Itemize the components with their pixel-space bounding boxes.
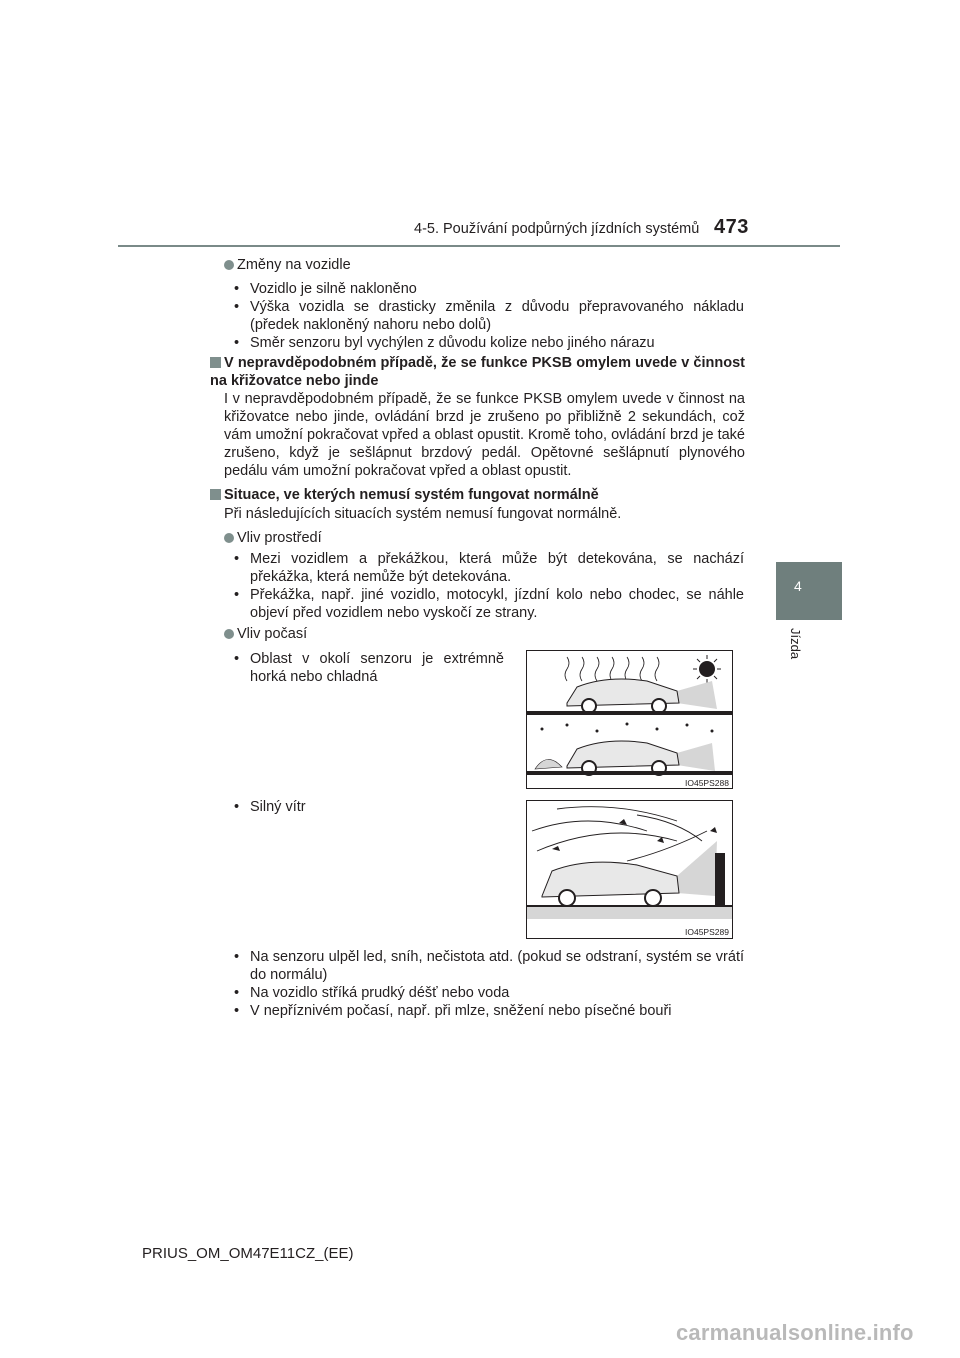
watermark[interactable]: carmanualsonline.info	[676, 1320, 914, 1345]
chapter-tab[interactable]	[776, 562, 842, 620]
circle-bullet-icon	[224, 533, 234, 543]
chapter-number: 4	[794, 578, 802, 594]
circle-bullet-icon	[224, 260, 234, 270]
chapter-label: Jízda	[788, 628, 803, 660]
intersection-heading: V nepravděpodobném případě, že se funkce PKSB omylem uvede v činnost na křižovatce nebo jinde	[210, 355, 745, 389]
situations-heading: Situace, ve kterých nemusí systém fungovat normálně	[210, 486, 599, 504]
square-bullet-icon	[210, 489, 221, 500]
circle-bullet-icon	[224, 629, 234, 639]
page-number: 473	[714, 216, 749, 238]
hot-cold-car-illustration-icon	[527, 651, 732, 788]
figure-code: IO45PS288	[685, 778, 729, 788]
weather-heading: Vliv počasí	[224, 625, 307, 643]
situations-intro: Při následujících situacích systém nemusí fungovat normálně.	[224, 506, 622, 522]
footer-code: PRIUS_OM_OM47E11CZ_(EE)	[142, 1245, 354, 1262]
environment-heading: Vliv prostředí	[224, 529, 322, 547]
changes-heading: Změny na vozidle	[224, 256, 351, 274]
intersection-body: I v nepravděpodobném případě, že se funkce PKSB omylem uvede v činnost na křižovatce nebo jinde, ovládání brzd je zrušeno po přibližně 2 sekundách, což vám umožní pokračovat vpřed a oblast opustit. Kromě toho, ovládání brzd je také zrušeno, když je sešlápnut brzdový pedál. Opětovné sešlápnutí plynového pedálu vám umožní pokračovat vpřed a oblast opustit.	[224, 391, 745, 479]
square-bullet-icon	[210, 357, 221, 368]
header-divider	[118, 245, 840, 247]
section-title: 4-5. Používání podpůrných jízdních systémů	[414, 221, 700, 237]
strong-wind-car-illustration-icon	[527, 801, 732, 938]
figure-code: IO45PS289	[685, 927, 729, 937]
figure-hot-cold	[526, 650, 733, 789]
figure-wind	[526, 800, 733, 939]
